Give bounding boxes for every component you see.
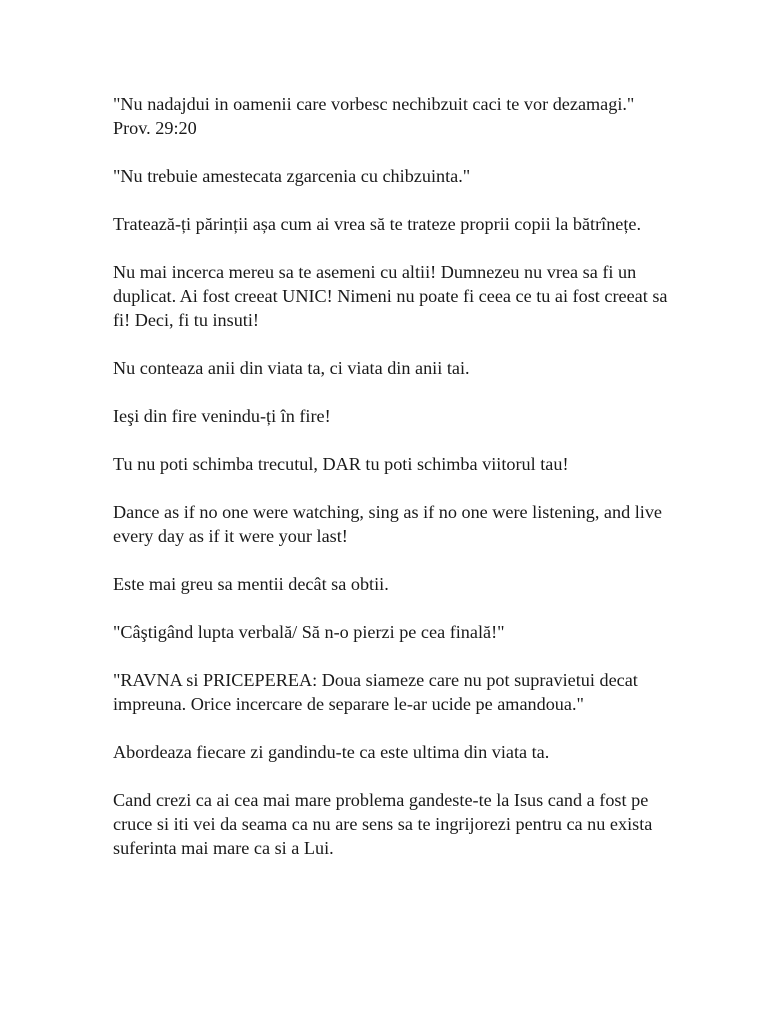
document-body xyxy=(113,92,673,884)
paragraph-parintii: Tratează-ți părinții așa cum ai vrea să te trateze proprii copii la bătrînețe. xyxy=(113,214,642,234)
paragraph-fire: Ieşi din fire venindu-ți în fire! xyxy=(113,406,331,426)
paragraph-mentii: Este mai greu sa mentii decât sa obtii. xyxy=(113,574,389,594)
paragraph-anii: Nu conteaza anii din viata ta, ci viata din anii tai. xyxy=(113,358,470,378)
paragraph-zgarcenia: "Nu trebuie amestecata zgarcenia cu chibzuinta." xyxy=(113,166,471,186)
paragraph-dance: Dance as if no one were watching, sing as if no one were listening, and live every day as if it were your last! xyxy=(113,502,662,546)
paragraph-quote-prov: "Nu nadajdui in oamenii care vorbesc nechibzuit caci te vor dezamagi." Prov. 29:20 xyxy=(113,94,635,138)
paragraph-ravna: "RAVNA si PRICEPEREA: Doua siameze care nu pot supravietui decat impreuna. Orice incercare de separare le-ar ucide pe amandoua." xyxy=(113,670,638,714)
paragraph-unic: Nu mai incerca mereu sa te asemeni cu altii! Dumnezeu nu vrea sa fi un duplicat. Ai fost creeat UNIC! Nimeni nu poate fi ceea ce tu ai fost creeat sa fi! Deci, fi tu insuti! xyxy=(113,262,668,330)
paragraph-trecutul: Tu nu poti schimba trecutul, DAR tu poti schimba viitorul tau! xyxy=(113,454,569,474)
paragraph-abordeaza: Abordeaza fiecare zi gandindu-te ca este ultima din viata ta. xyxy=(113,742,550,762)
paragraph-lupta: "Câştigând lupta verbală/ Să n-o pierzi pe cea finală!" xyxy=(113,622,505,642)
paragraph-isus: Cand crezi ca ai cea mai mare problema gandeste-te la Isus cand a fost pe cruce si iti vei da seama ca nu are sens sa te ingrijorezi pentru ca nu exista suferinta mai mare ca si a Lui. xyxy=(113,790,653,858)
